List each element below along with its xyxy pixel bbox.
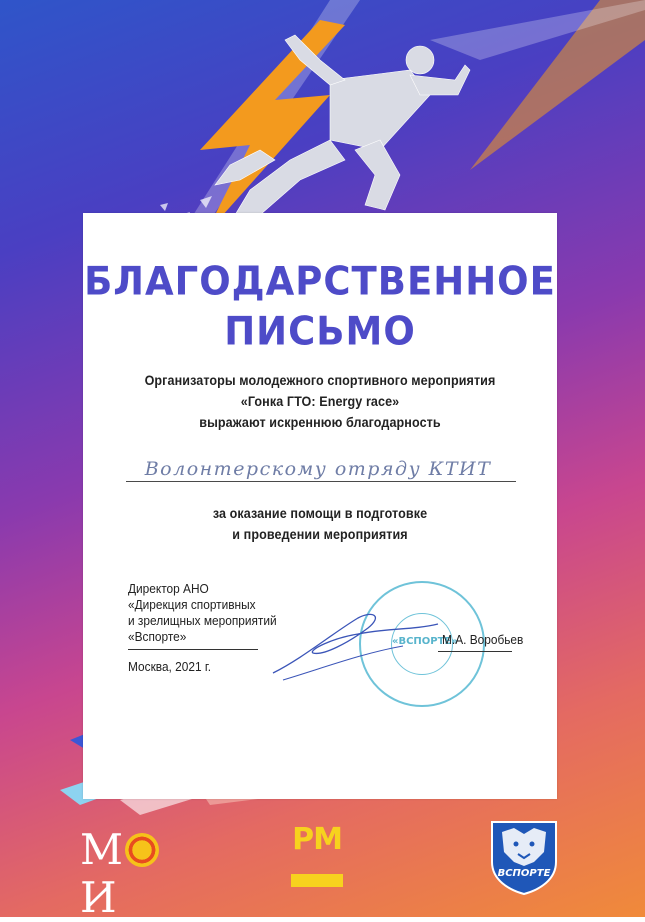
signatory-line-right (438, 651, 512, 652)
rm-logo-text: PM (292, 822, 342, 857)
signatory-position-line-1: Директор АНО (128, 582, 209, 596)
reason-line-2: и проведении мероприятия (232, 527, 408, 542)
bear-shield-icon (484, 812, 564, 896)
recipient-handwritten: Волонтерскому отряду КТИТ (144, 458, 492, 480)
vsporte-logo (484, 812, 564, 896)
title-line-1: БЛАГОДАРСТВЕННОЕ (84, 258, 556, 305)
signatory-position-line-4: «Вспорте» (128, 630, 187, 644)
signatory-position-line-2: «Дирекция спортивных (128, 598, 256, 612)
signatory-name: М.А. Воробьев (442, 633, 524, 647)
vsporte-logo-text: ВСПОРТЕ (497, 868, 551, 879)
intro-line-2: «Гонка ГТО: Energy race» (240, 394, 400, 409)
certificate-card (83, 213, 557, 799)
reason-line-1: за оказание помощи в подготовке (212, 506, 428, 521)
recipient-underline (126, 481, 516, 482)
moi-logo (80, 825, 190, 922)
stamp-center-word: «ВСПОРТЕ» (392, 636, 458, 647)
handwritten-signature (263, 598, 463, 688)
moi-logo-right-letter: И (80, 873, 117, 922)
place-date: Москва, 2021 г. (128, 660, 212, 674)
intro-line-3: выражают искреннюю благодарность (199, 415, 441, 430)
intro-line-1: Организаторы молодежного спортивного мероприятия (144, 373, 496, 388)
signatory-position-line-3: и зрелищных мероприятий (128, 614, 277, 628)
sun-icon (125, 833, 159, 867)
title-line-2: ПИСЬМО (224, 308, 416, 355)
signatory-line-left (128, 649, 258, 650)
rm-logo-bar (291, 874, 343, 887)
rm-logo (287, 822, 347, 892)
moi-logo-left-letter: М (80, 825, 124, 874)
